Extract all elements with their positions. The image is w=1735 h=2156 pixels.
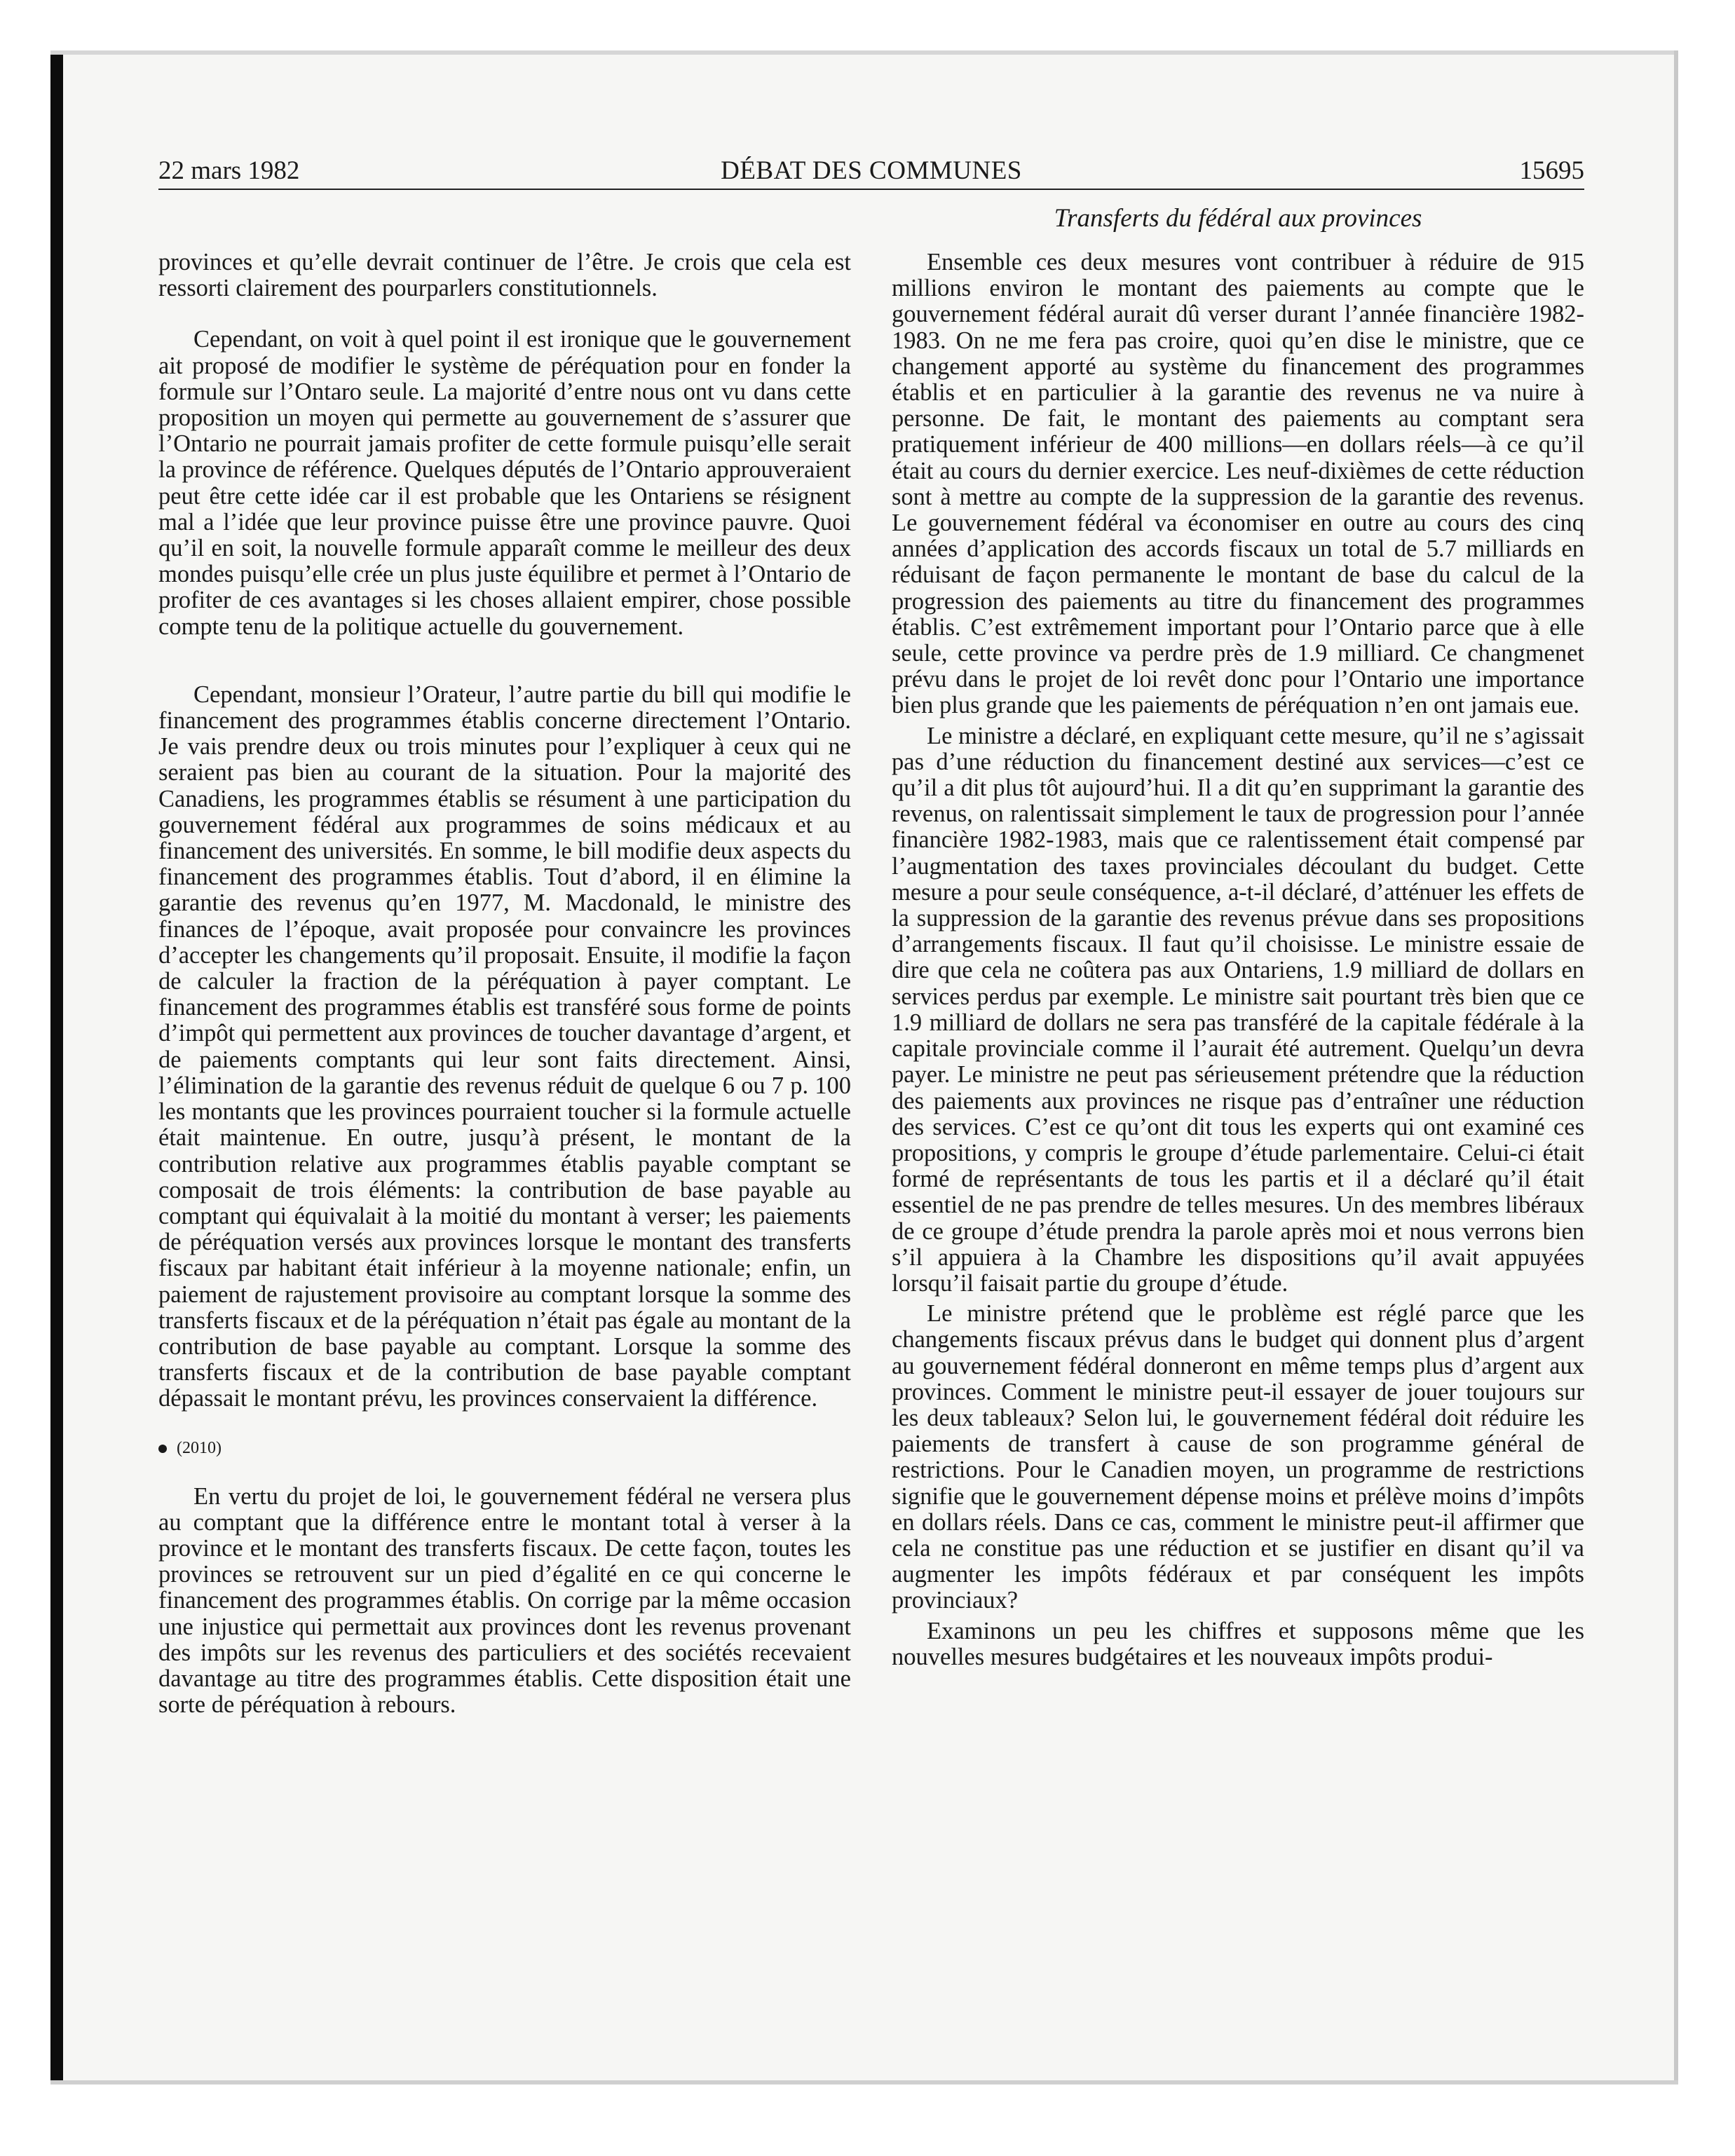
page-number: 15695 xyxy=(1519,156,1584,185)
right-column xyxy=(892,250,1584,1670)
header-rule xyxy=(158,189,1584,190)
timestamp-marker xyxy=(158,1438,851,1459)
left-paragraph-1: provinces et qu’elle devrait continuer de l’être. Je crois que cela est ressorti clairement des pourparlers constitutionnels. xyxy=(158,249,851,302)
left-paragraph-4: En vertu du projet de loi, le gouvernement fédéral ne versera plus au comptant que la différence entre le montant total à verser à la province et le montant des transferts fiscaux. De cette façon, toutes les provinces se retrouvent sur un pied d’égalité en ce qui concerne le financement des programmes établis. On corrige par la même occasion une injustice qui permettait aux provinces dont les revenus provenant des impôts sur les revenus des particuliers et des sociétés recevaient davantage au titre des programmes établis. Cette disposition était une sorte de péréquation à rebours. xyxy=(158,1482,851,1719)
left-column xyxy=(158,250,851,1718)
scan-border-left xyxy=(50,50,63,2083)
right-paragraph-3: Le ministre prétend que le problème est réglé parce que les changements fiscaux prévus dans le budget qui donnent plus d’argent au gouvernement fédéral donneront en même temps plus d’argent aux provinces. Comment le ministre peut-il essayer de jouer toujours sur les deux tableaux? Selon lui, le gouvernement fédéral doit réduire les paiements de transfert à cause de son programme général de restrictions. Pour le Canadien moyen, un programme de restrictions signifie que le gouvernement dépense moins et prélève moins d’impôts en dollars réels. Dans ce cas, comment le ministre peut-il affirmer que cela ne constitue pas une réduction et se justifier en disant qu’il va augmenter les impôts fédéraux et par conséquent les impôts provinciaux? xyxy=(892,1300,1584,1614)
right-paragraph-1: Ensemble ces deux mesures vont contribuer à réduire de 915 millions environ le montant des paiements au compte que le gouvernement fédéral aurait dû verser durant l’année financière 1982-1983. On ne me fera pas croire, quoi qu’en dise le ministre, que ce changement apporté au système du financement des programmes établis et en particulier à la garantie des revenus ne va nuire à personne. De fait, le montant des paiements au comptant sera pratiquement inférieur de 400 millions—en dollars réels—à ce qu’il était au cours du dernier exercice. Les neuf-dixièmes de cette réduction sont à mettre au compte de la suppression de la garantie des revenus. Le gouvernement fédéral va économiser en outre au cours des cinq années d’application des accords fiscaux un total de 5.7 milliards en réduisant de façon permanente le montant de base du calcul de la progression des paiements au titre du financement des programmes établis. C’est extrêmement important pour l’Ontario parce que à elle seule, cette province va perdre près de 1.9 milliard. Ce changmenet prévu dans le projet de loi revêt donc pour l’Ontario une importance bien plus grande que les paiements de péréquation n’en ont jamais eue. xyxy=(892,249,1584,719)
right-paragraph-4: Examinons un peu les chiffres et supposons même que les nouvelles mesures budgétaires et les nouveaux impôts produi- xyxy=(892,1617,1584,1670)
bullet-icon xyxy=(158,1445,167,1453)
section-title: Transferts du fédéral aux provinces xyxy=(1054,204,1422,233)
header-date: 22 mars 1982 xyxy=(158,156,300,185)
left-paragraph-3: Cependant, monsieur l’Orateur, l’autre partie du bill qui modifie le financement des programmes établis concerne directement l’Ontario. Je vais prendre deux ou trois minutes pour l’expliquer à ceux qui ne seraient pas bien au courant de la situation. Pour la majorité des Canadiens, les programmes établis se résument à une participation du gouvernement fédéral aux programmes de soins médicaux et au financement des universités. En somme, le bill modifie deux aspects du financement des programmes établis. Tout d’abord, il en élimine la garantie des revenus qu’en 1977, M. Macdonald, le ministre des finances de l’époque, avait proposée pour convaincre les provinces d’accepter les changements qu’il proposait. Ensuite, il modifie la façon de calculer la fraction de la péréquation à payer comptant. Le financement des programmes établis est transféré sous forme de points d’impôt qui permettent aux provinces de toucher davantage d’argent, et de paiements comptants qui leur sont faits directement. Ainsi, l’élimination de la garantie des revenus réduit de quelque 6 ou 7 p. 100 les montants que les provinces pourraient toucher si la formule actuelle était maintenue. En outre, jusqu’à présent, le montant de la contribution relative aux programmes établis payable comptant se composait de trois éléments: la contribution de base payable au comptant qui équivalait à la moitié du montant à verser; les paiements de péréquation versés aux provinces lorsque le montant des transferts fiscaux par habitant était inférieur à la moyenne nationale; enfin, un paiement de rajustement provisoire au comptant lorsque la somme des transferts fiscaux et de la péréquation n’était pas égale au montant de la contribution de base payable au comptant. Lorsque la somme des transferts fiscaux et de la contribution de base payable comptant dépassait le montant prévu, les provinces conservaient la différence. xyxy=(158,681,851,1412)
left-paragraph-2: Cependant, on voit à quel point il est ironique que le gouvernement ait proposé de modifier le système de péréquation pour en fonder la formule sur l’Ontaro seule. La majorité d’entre nous ont vu dans cette proposition un moyen qui permette au gouvernement de s’assurer que l’Ontario ne pourrait jamais profiter de cette formule puisqu’elle serait la province de référence. Quelques députés de l’Ontario approuveraient peut être cette idée car il est probable que les Ontariens se résignent mal a l’idée que leur province puisse être une province pauvre. Quoi qu’il en soit, la nouvelle formule apparaît comme le meilleur des deux mondes puisqu’elle crée un plus juste équilibre et permet à l’Ontario de profiter de ces avantages si les choses allaient empirer, chose possible compte tenu de la politique actuelle du gouvernement. xyxy=(158,326,851,640)
header-title: DÉBAT DES COMMUNES xyxy=(721,156,1022,185)
right-paragraph-2: Le ministre a déclaré, en expliquant cette mesure, qu’il ne s’agissait pas d’une réduction du financement destiné aux services—c’est ce qu’il a dit plus tôt aujourd’hui. Il a dit qu’en supprimant la garantie des revenus, on ralentissait simplement le taux de progression pour l’année financière 1982-1983, mais que ce ralentissement était compensé par l’augmentation des taxes provinciales découlant du budget. Cette mesure a pour seule conséquence, a-t-il déclaré, d’atténuer les effets de la suppression de la garantie des revenus prévue dans ses propositions d’arrangements fiscaux. Il faut qu’il choisisse. Le ministre essaie de dire que cela ne coûtera pas aux Ontariens, 1.9 milliard de dollars en services perdus par exemple. Le ministre sait pourtant très bien que ce 1.9 milliard de dollars ne sera pas transféré de la capitale fédérale à la capitale provinciale comme il l’aurait été autrement. Quelqu’un devra payer. Le ministre ne peut pas sérieusement prétendre que la réduction des paiements aux provinces ne risque pas d’entraîner une réduction des services. C’est ce qu’ont dit tous les experts qui ont examiné ces propositions, y compris le groupe d’étude parlementaire. Celui-ci était formé de représentants de tous les partis et il a déclaré qu’il était essentiel de ne pas prendre de telles mesures. Un des membres libéraux de ce groupe d’étude prendra la parole après moi et nous verrons bien s’il appuiera à la Chambre les dispositions qu’il avait appuyées lorsqu’il faisait partie du groupe d’étude. xyxy=(892,722,1584,1297)
scan-border-right xyxy=(1674,50,1678,2083)
scan-border-bottom xyxy=(50,2080,1678,2085)
timestamp-text: (2010) xyxy=(177,1438,222,1457)
